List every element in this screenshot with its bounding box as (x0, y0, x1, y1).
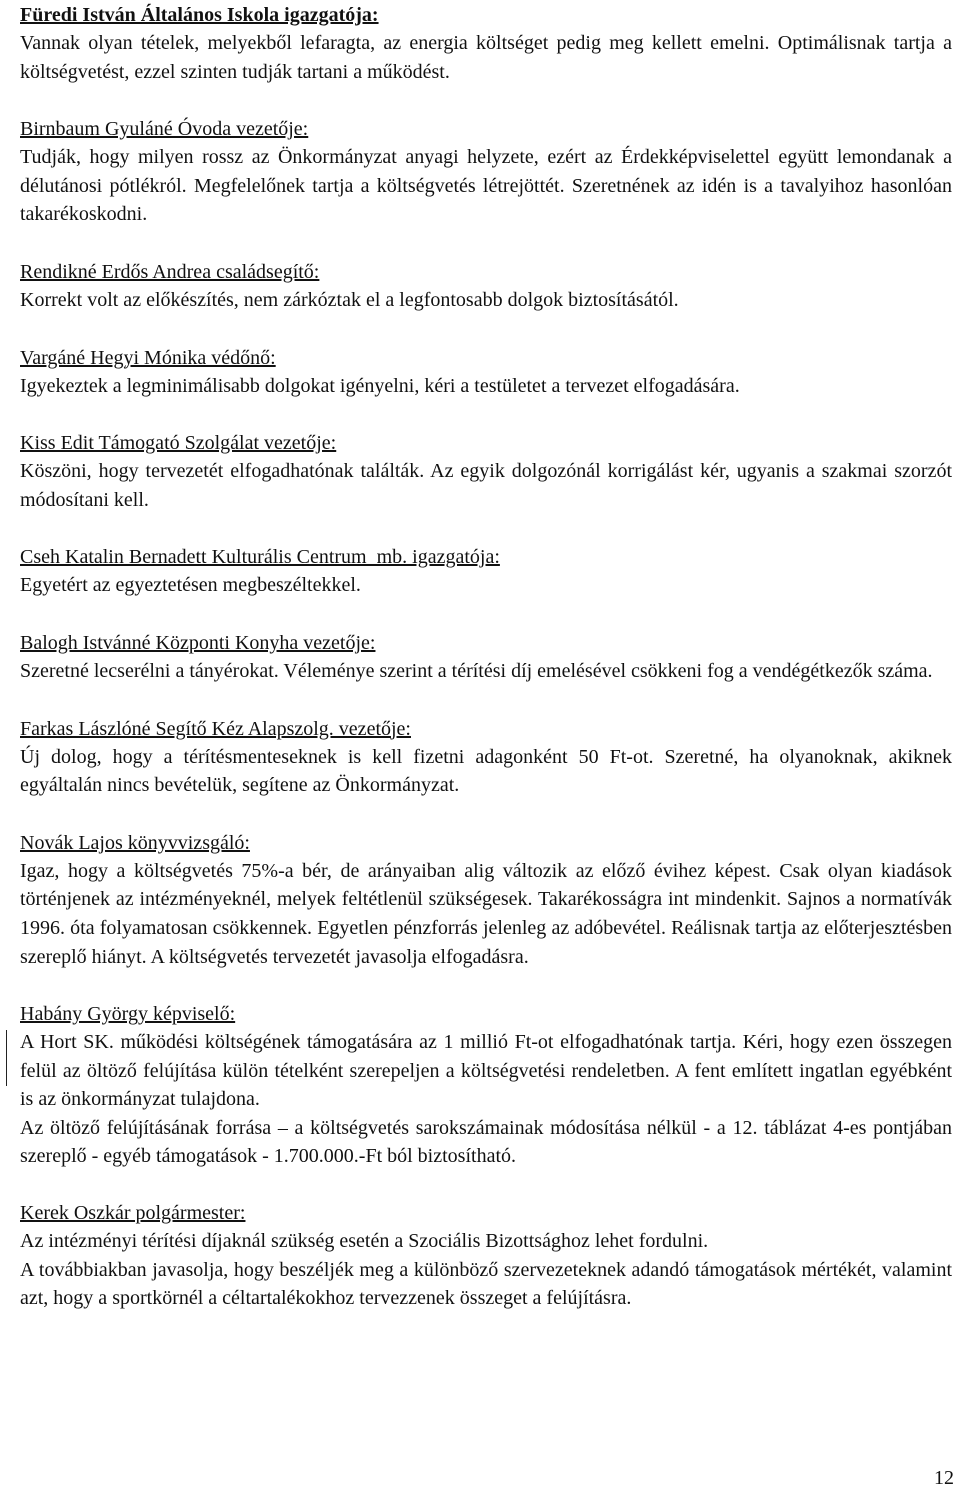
speaker-statement: A továbbiakban javasolja, hogy beszéljék meg a különböző szervezeteknek adandó támogatások mértékét, valamint azt, hogy a sportkörnél a céltartalékokhoz tervezzenek összeget a felújításra. (20, 1258, 952, 1310)
speaker-statement: Vannak olyan tételek, melyekből lefaragta, az energia költséget pedig meg kellett emelni. Optimálisnak tartja a költségvetést, ezzel szinten tudják tartani a működést. (20, 32, 952, 83)
speaker-statement: Az intézményi térítési díjaknál szükség esetén a Szociális Bizottsághoz lehet fordulni. (20, 1230, 709, 1253)
section-vargane (20, 345, 952, 401)
speaker-statement: Az öltöző felújításának forrása – a költségvetés sarokszámainak módosítása nélkül - a 12. táblázat 4-es pontjában szereplő - egyéb támogatások - 1.700.000.-Ft ból biztosítható. (20, 1116, 952, 1168)
speaker-heading: Kerek Oszkár polgármester: (20, 1202, 246, 1225)
speaker-heading: Balogh Istvánné Központi Konyha vezetője: (20, 631, 376, 654)
speaker-heading: Vargáné Hegyi Mónika védőnő: (20, 346, 276, 369)
speaker-heading: Füredi István Általános Iskola igazgatója: (20, 4, 379, 26)
speaker-statement: A Hort SK. működési költségének támogatására az 1 millió Ft-ot elfogadhatónak tartja. Kéri, hogy ezen összegen felül az öltöző felújítása külön tételként szerepeljen a költségvetési rendeletben. A fent említett ingatlan egyébként is az önkormányzat tulajdona. (20, 1031, 952, 1111)
section-kerek (20, 1200, 952, 1313)
section-farkas (20, 716, 952, 800)
section-habany (20, 1001, 952, 1171)
speaker-heading: Rendikné Erdős Andrea családsegítő: (20, 260, 320, 283)
speaker-heading: Novák Lajos könyvvizsgáló: (20, 831, 250, 854)
section-rendikne (20, 259, 952, 315)
document-page (20, 2, 952, 1313)
revision-change-bar (6, 1030, 7, 1086)
speaker-statement: Igaz, hogy a költségvetés 75%-a bér, de arányaiban alig változik az előző évihez képest. Csak olyan kiadások történjenek az intézményeknél, melyek feltétlenül szükségesek. Takarékosságra int mindenkit. Sajnos a normatívák 1996. óta folyamatosan csökkennek. Egyetlen pénzforrás jelenleg az adóbevétel. Reálisnak tartja az előterjesztésben szereplő hiányt. A költségvetés tervezetét javasolja elfogadásra. (20, 859, 952, 968)
speaker-statement: Igyekeztek a legminimálisabb dolgokat igényelni, kéri a testületet a tervezet elfogadására. (20, 374, 740, 397)
speaker-heading: Cseh Katalin Bernadett Kulturális Centrum mb. igazgatója: (20, 546, 500, 569)
speaker-heading: Farkas Lászlóné Segítő Kéz Alapszolg. vezetője: (20, 717, 411, 740)
page-number: 12 (934, 1467, 954, 1489)
speaker-heading: Birnbaum Gyuláné Óvoda vezetője: (20, 118, 309, 141)
speaker-statement: Köszöni, hogy tervezetét elfogadhatónak találták. Az egyik dolgozónál korrigálást kér, ugyanis a szakmai szorzót módosítani kell. (20, 460, 952, 511)
section-furedi (20, 2, 952, 86)
section-balogh (20, 630, 952, 686)
speaker-statement: Új dolog, hogy a térítésmenteseknek is kell fizetni adagonként 50 Ft-ot. Szeretné, ha olyanoknak, akiknek egyáltalán nincs bevételük, segítene az Önkormányzat. (20, 745, 952, 797)
speaker-heading: Habány György képviselő: (20, 1003, 236, 1026)
speaker-heading: Kiss Edit Támogató Szolgálat vezetője: (20, 432, 337, 455)
speaker-statement: Tudják, hogy milyen rossz az Önkormányzat anyagi helyzete, ezért az Érdekképviselettel együtt lemondanak a délutánosi pótlékról. Megfelelőnek tartja a költségvetés létrejöttét. Szeretnének az idén is a tavalyihoz hasonlóan takarékoskodni. (20, 146, 952, 226)
section-novak (20, 830, 952, 971)
section-kiss (20, 430, 952, 514)
speaker-statement: Egyetért az egyeztetésen megbeszéltekkel. (20, 574, 361, 597)
speaker-statement: Korrekt volt az előkészítés, nem zárkóztak el a legfontosabb dolgok biztosításától. (20, 288, 679, 311)
speaker-statement: Szeretné lecserélni a tányérokat. Véleménye szerint a térítési díj emelésével csökkeni fog a vendégétkezők száma. (20, 659, 933, 682)
section-birnbaum (20, 116, 952, 229)
section-cseh (20, 544, 952, 600)
